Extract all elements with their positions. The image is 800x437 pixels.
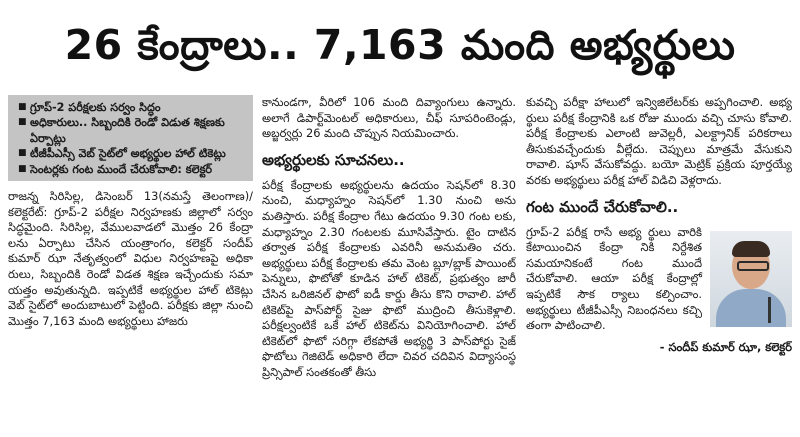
column-2 <box>262 95 516 433</box>
article-text-col1: రాజన్న సిరిసిల్ల, డిసెంబర్ 13(నమస్తే తెలంగాణ)/ కలెక్టరేట్: గ్రూప్-2 పరీక్షల నిర్వహణకు జిల్లాలో సర్వం సిద్ధమైంది. సిరిసిల్ల, వేములవాడలో మొత్తం 26 కేంద్రా లను ఏర్పాటు చేసిన యంత్రాంగం, కలెక్టర్ సందీప్ కుమార్ ఝా నేతృత్వంలో విధుల నిర్వహణపై అధికా రులు, సిబ్బందికి రెండో విడత శిక్షణ ఇచ్చేందుకు సమా యత్తం అవుతున్నది. ఇప్పటికే అభ్యర్థుల హాల్ టికెట్లు వెబ్ సైట్‌లో అందుబాటులో పెట్టింది. పరీక్షకు జిల్లా నుంచి మొత్తం 7,163 మంది అభ్యర్థులు హాజరు <box>8 189 253 328</box>
quote-signature: - సందీప్ కుమార్ ఝా, కలెక్టర్ <box>659 339 792 354</box>
article-text-col2-part1: కానుండగా, వీరిలో 106 మంది దివ్యాంగులు ఉన్నారు. అలాగే డిపార్ట్‌మెంటల్ అధికారులు, చీఫ్ సూపరింటెండ్లు, అబ్జర్వర్లు 26 మంది చొప్పున నియమించారు. <box>262 95 516 141</box>
summary-box <box>8 95 253 181</box>
summary-item: ■ అధికారులు.. సిబ్బందికి రెండో విడుత శిక్షణకు ఏర్పాట్లు <box>18 115 245 146</box>
article-text-col3-part1: కువచ్చి పరీక్షా హాలులో ఇన్విజిలేటర్‌కు అప్పగించాలి. అభ్య ర్థులు పరీక్ష కేంద్రానికి ఒక రోజు ముందు వచ్చి చూసు కోవాలి. పరీక్ష కేంద్రాలకు ఎలాంటి జువెల్లరీ, ఎలక్ట్రానిక్ పరికరాలు తీసుకువచ్చేందుకు వీల్లేదు. చెప్పులు మాత్రమే వేసుకుని రావాలి. షూస్ వేసుకోవద్దు. బయో మెట్రిక్ ప్రక్రియ పూర్తయ్యే వరకు అభ్యర్థులు పరీక్ష హాల్ విడిచి వెళ్లరాదు. <box>526 95 792 187</box>
summary-item: ■ గ్రూప్-2 పరీక్షలకు సర్వం సిద్ధం <box>18 100 245 115</box>
summary-item: ■ సెంటర్లకు గంట ముందే చేరుకోవాలి: కలెక్టర్ <box>18 162 245 177</box>
column-1 <box>8 95 253 433</box>
quote-text: గ్రూప్-2 పరీక్ష రాసే అభ్య ర్థులు వారికి కేటాయించిన కేంద్రా నికి నిర్దేశిత సమయానికంటే గంట ముందే చేరుకోవాలి. ఆయా పరీక్ష కేంద్రాల్లో ఇప్పటికే సౌక ర్యాలు కల్పించాం. అభ్యర్థులు టీజీపీఎస్సీ నిబంధనలు కచ్చి తంగా పాటించాలి. <box>526 224 702 333</box>
article-text-col2-part2: పరీక్ష కేంద్రాలకు అభ్యర్థులను ఉదయం సెషన్‌లో 8.30 నుంచి, మధ్యాహ్నం సెషన్‌లో 1.30 నుంచి అను మతిస్తారు. పరీక్ష కేంద్రాల గేటు ఉదయం 9.30 గంట లకు, మధ్యాహ్నం 2.30 గంటలకు మూసివేస్తారు. టైం దాటిన తర్వాత పరీక్ష కేంద్రాలకు ఎవరినీ అనుమతిం చరు. అభ్యర్థులు పరీక్ష కేంద్రాలకు తమ వెంట బ్లూ/బ్లాక్ పాయింట్ పెన్నులు, ఫొటోతో కూడిన హాల్ టికెట్, ప్రభుత్వం జారీ చేసిన ఒరిజినల్ ఫొటో ఐడీ కార్డు తీసు కొని రావాలి. హాల్ టికెట్‌పై పాస్‌పోర్ట్ సైజు ఫొటో ముద్రించి తీసుకెళ్లాలి. పరీక్షల్వంటికే ఒకే హాల్ టికెట్‌ను వినియోగించాలి. హాల్ టికెట్‌లో ఫొటో సరిగ్గా లేకపోతే అభ్యర్థి 3 పాస్‌పోర్టు సైజ్ ఫొటోలు గెజిటెడ్ అధికారి లేదా చివర చదివిన విద్యాసంస్థ ప్రిన్సిపాల్ సంతకంతో తీసు <box>262 177 516 379</box>
collector-photo <box>710 231 792 327</box>
column-3 <box>526 95 792 433</box>
summary-item: ■ టీజీపీఎస్సీ వెబ్ సైట్‌లో అభ్యర్థుల హాల్ టికెట్లు <box>18 146 245 161</box>
subhead-arrive-early: గంట ముందే చేరుకోవాలి.. <box>526 197 679 216</box>
headline: 26 కేంద్రాలు.. 7,163 మంది అభ్యర్థులు <box>64 21 736 69</box>
subhead-instructions: అభ్యర్థులకు సూచనలు.. <box>262 150 405 169</box>
